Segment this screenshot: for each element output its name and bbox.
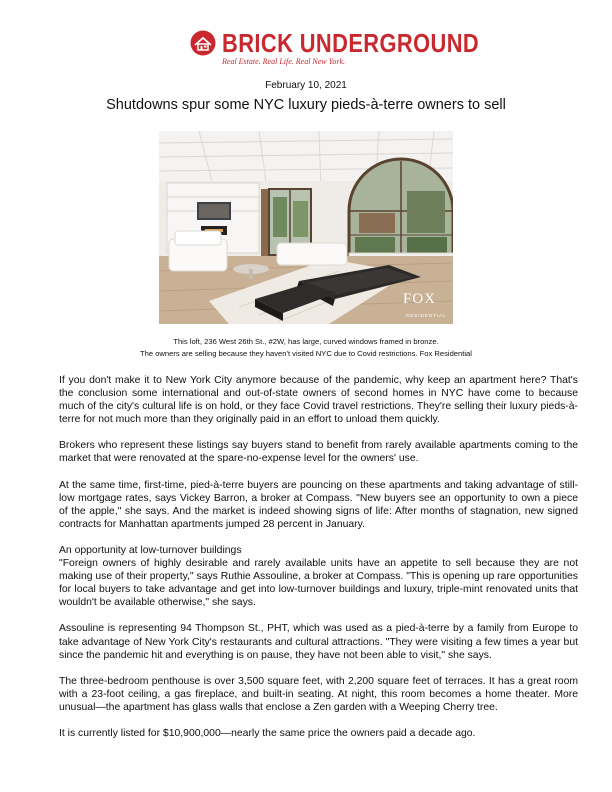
paragraph: The three-bedroom penthouse is over 3,500 square feet, with 2,200 square feet of terraces. It has a great room with a 23-foot ceiling, a gas fireplace, and built-in seating. At night, this room becomes a home theater. More unusual—the apartment has glass walls that enclose a Zen garden with a Weeping Cherry tree. (59, 675, 578, 713)
brick-logo-icon (190, 30, 216, 56)
photo-caption (0, 336, 612, 360)
paragraph: Assouline is representing 94 Thompson St., PHT, which was used as a pied-à-terre by a family from Europe to take advantage of New York City's restaurants and cultural attractions. "They were visiting a few times a year but since the pandemic hit and everything is on pause, they have not been able to visit," she says. (59, 623, 578, 661)
masthead (0, 26, 612, 72)
paragraph: It is currently listed for $10,900,000—nearly the same price the owners paid a decade ago. (59, 727, 476, 739)
article-body (59, 374, 578, 753)
article-photo (159, 131, 453, 324)
logo-tagline: Real Estate. Real Life. Real New York. (222, 57, 346, 66)
loft-living-room-illustration (159, 131, 453, 324)
paragraph: If you don't make it to New York City anymore because of the pandemic, why keep an apartment here? That's the conclusion some international and out-of-state owners of second homes in NYC have come to because much of the city's cultural life is on hold, or they face Covid travel restrictions. They're selling their luxury pieds-à-terre for not much more than they originally paid in an effort to unload them quickly. (59, 375, 578, 426)
photo-watermark-sub: RESIDENTIAL (406, 313, 447, 318)
logo-wordmark: BRICK UNDERGROUND (222, 28, 480, 58)
caption-line-1: This loft, 236 West 26th St., #2W, has large, curved windows framed in bronze. (173, 337, 439, 346)
section-subheading: An opportunity at low-turnover buildings (59, 544, 242, 556)
photo-watermark: FOX (403, 291, 437, 307)
paragraph: Brokers who represent these listings say buyers stand to benefit from rarely available apartments coming to the market that were renovated at the spare-no-expense level for the owners' use. (59, 440, 578, 465)
paragraph: "Foreign owners of highly desirable and rarely available units have an appetite to sell because they are not making use of their property," says Ruthie Assouline, a broker at Compass. "This is opening up rare opportunities for local buyers to take advantage and get into low-turnover buildings and luxury, triple-mint renovated units that wouldn't be available otherwise," she says. (59, 558, 578, 609)
article-headline: Shutdowns spur some NYC luxury pieds-à-terre owners to sell (106, 97, 506, 113)
article-date: February 10, 2021 (265, 80, 347, 91)
caption-line-2: The owners are selling because they haven't visited NYC due to Covid restrictions. Fox Residential (140, 349, 472, 358)
paragraph: At the same time, first-time, pied-à-terre buyers are pouncing on these apartments and taking advantage of still-low mortgage rates, says Vickey Barron, a broker at Compass. "New buyers see an opportunity to own a piece of the apple," she says. And the market is indeed showing signs of life: After months of stagnation, new signed contracts for Manhattan apartments jumped 28 percent in January. (59, 479, 578, 530)
